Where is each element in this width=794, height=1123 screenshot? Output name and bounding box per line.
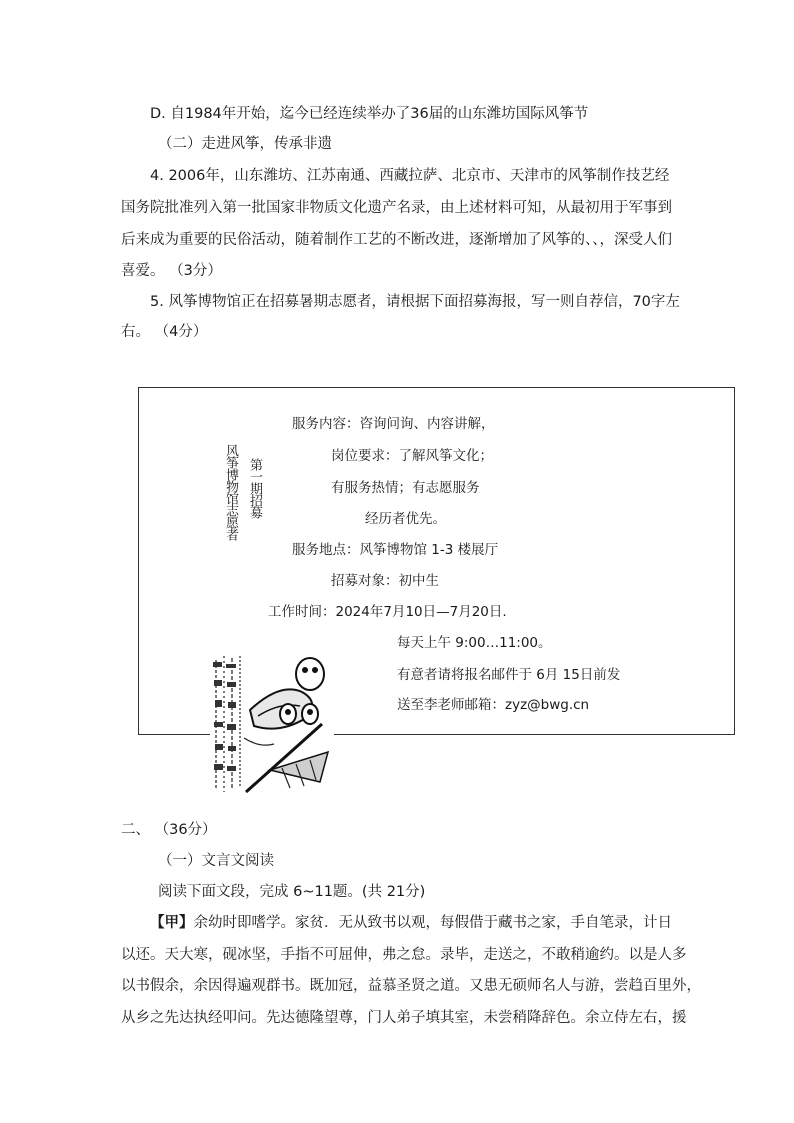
q4-line-3: 后来成为重要的民俗活动，随着制作工艺的不断改进，逐渐增加了风筝的、、，深受人们 xyxy=(121,232,672,248)
poster-location: 服务地点：风筝博物馆 1-3 楼展厅 xyxy=(292,542,499,558)
poster-vertical-subtitle: 第一期招募 xyxy=(247,458,262,518)
poster-target: 招募对象：初中生 xyxy=(331,573,439,589)
section-2-heading: 二、 （36分） xyxy=(121,822,217,838)
option-d: D. 自1984年开始，迄今已经连续举办了36届的山东潍坊国际风筝节 xyxy=(150,106,589,122)
section-title-kite: （二）走进风筝，传承非遗 xyxy=(158,136,332,152)
poster-apply-1: 有意者请将报名邮件于 6月 15日前发 xyxy=(397,667,621,683)
section-2-subheading: （一）文言文阅读 xyxy=(158,853,274,869)
section-2-instruction: 阅读下面文段，完成 6~11题。(共 21分) xyxy=(158,884,426,900)
q4-line-2: 国务院批准列入第一批国家非物质文化遗产名录，由上述材料可知，从最初用于军事到 xyxy=(121,200,672,216)
passage-line-1-text: 余幼时即嗜学。家贫．无从致书以观，每假借于藏书之家，手自笔录，计日 xyxy=(193,915,672,931)
q4-line-1: 4. 2006年，山东潍坊、江苏南通、西藏拉萨、北京市、天津市的风筝制作技艺经 xyxy=(150,168,670,184)
passage-line-2: 以还。天大寒，砚冰坚，手指不可屈伸，弗之怠。录毕，走送之，不敢稍逾约。以是人多 xyxy=(121,947,687,963)
passage-line-4: 从乡之先达执经叩问。先达德隆望尊，门人弟子填其室，未尝稍降辞色。余立侍左右，援 xyxy=(121,1010,687,1026)
poster-requirement-3: 经历者优先。 xyxy=(365,511,446,527)
poster-vertical-title: 风筝博物馆志愿者 xyxy=(223,444,238,540)
poster-work-time: 工作时间：2024年7月10日—7月20日. xyxy=(268,604,507,620)
passage-line-3: 以书假余，余因得遍观群书。既加冠，益慕圣贤之道。又患无硕师名人与游，尝趋百里外， xyxy=(121,978,701,994)
q5-line-1: 5. 风筝博物馆正在招募暑期志愿者，请根据下面招募海报，写一则自荐信，70字左 xyxy=(150,294,680,310)
poster-requirement-1: 岗位要求：了解风筝文化； xyxy=(331,448,493,464)
poster-daily-time: 每天上午 9:00…11:00。 xyxy=(397,635,552,651)
q5-line-2: 右。 （4分） xyxy=(121,324,208,340)
kite-woodcut-illustration xyxy=(210,652,334,795)
passage-line-1 xyxy=(150,913,672,933)
poster-service-content: 服务内容：咨询问询、内容讲解， xyxy=(292,416,495,432)
q4-line-4: 喜爱。 （3分） xyxy=(121,263,222,279)
poster-apply-2: 送至李老师邮箱：zyz@bwg.cn xyxy=(397,697,590,713)
passage-label: 【甲】 xyxy=(150,915,194,931)
poster-requirement-2: 有服务热情；有志愿服务 xyxy=(331,480,480,496)
